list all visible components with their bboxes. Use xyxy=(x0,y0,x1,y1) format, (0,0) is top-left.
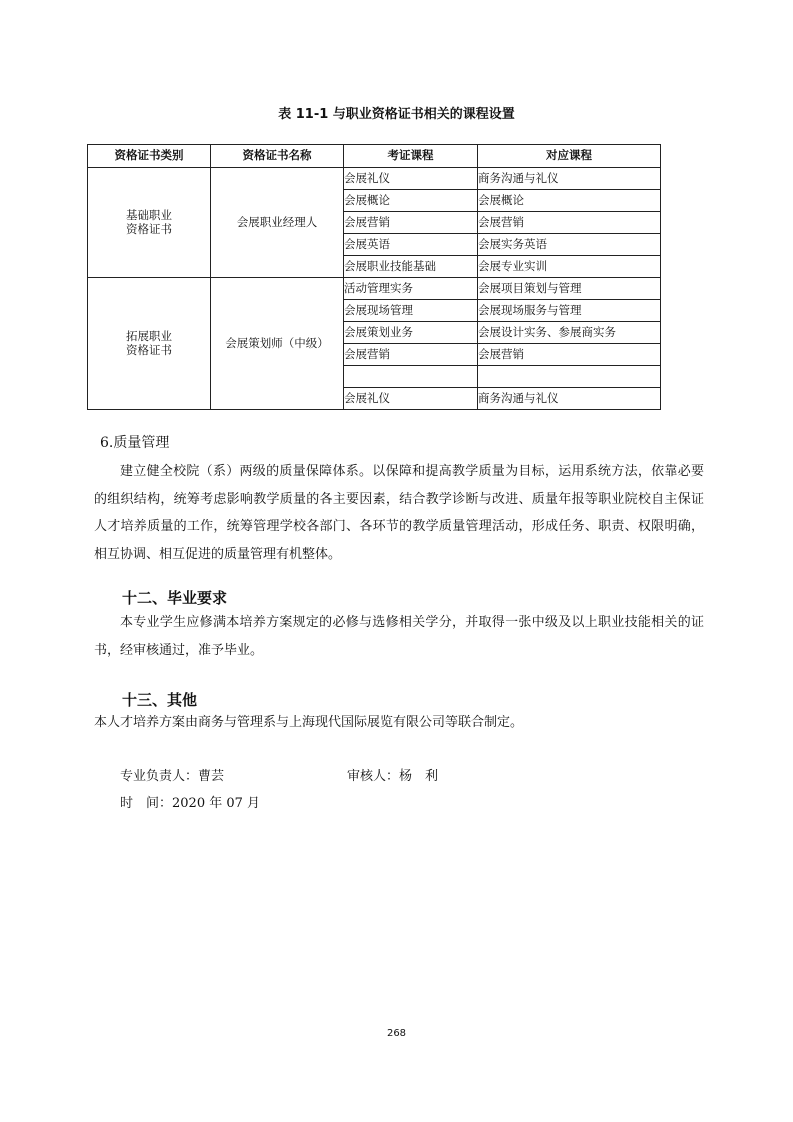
matching-course-cell: 商务沟通与礼仪 xyxy=(478,168,661,190)
exam-course-cell: 会展英语 xyxy=(344,234,478,256)
cert-name-cell xyxy=(211,168,344,278)
matching-course-cell: 会展营销 xyxy=(478,212,661,234)
matching-course-cell: 商务沟通与礼仪 xyxy=(478,388,661,410)
cert-category: 基础职业资格证书 xyxy=(126,207,172,236)
other-heading: 十三、其他 xyxy=(122,691,198,709)
table-caption: 表 11-1 与职业资格证书相关的课程设置 xyxy=(278,107,515,122)
matching-course-cell: 会展设计实务、参展商实务 xyxy=(478,322,661,344)
date-line: 时 间：2020 年 07 月 xyxy=(120,796,261,811)
matching-course-cell: 会展概论 xyxy=(478,190,661,212)
quality-paragraph: 建立健全校院（系）两级的质量保障体系。以保障和提高教学质量为目标，运用系统方法，依靠必要的组织结构，统筹考虑影响教学质量的各主要因素，结合教学诊断与改进、质量年报等职业院校自主保证人才培养质量的工作，统筹管理学校各部门、各环节的教学质量管理活动，形成任务、职责、权限明确，相互协调、相互促进的质量管理有机整体。 xyxy=(94,464,704,562)
matching-course-cell: 会展营销 xyxy=(478,344,661,366)
reviewer: 审核人：杨 利 xyxy=(347,769,439,784)
quality-heading: 6.质量管理 xyxy=(100,435,170,451)
header-cert-name: 资格证书名称 xyxy=(211,145,344,168)
cert-name: 会展策划师（中级） xyxy=(225,335,329,350)
cert-name: 会展职业经理人 xyxy=(236,214,318,229)
exam-course-cell: 会展礼仪 xyxy=(344,388,478,410)
exam-course-cell: 会展职业技能基础 xyxy=(344,256,478,278)
exam-course-cell xyxy=(344,366,478,388)
graduation-heading: 十二、毕业要求 xyxy=(122,589,228,607)
matching-course-cell: 会展实务英语 xyxy=(478,234,661,256)
exam-course-cell: 会展营销 xyxy=(344,344,478,366)
other-paragraph: 本人才培养方案由商务与管理系与上海现代国际展览有限公司等联合制定。 xyxy=(94,715,524,730)
responsible-person: 专业负责人：曹芸 xyxy=(120,769,225,784)
matching-course-cell: 会展现场服务与管理 xyxy=(478,300,661,322)
exam-course-cell: 会展策划业务 xyxy=(344,322,478,344)
page-number: 268 xyxy=(386,1028,407,1039)
cert-category-cell xyxy=(88,278,211,410)
matching-course-cell xyxy=(478,366,661,388)
exam-course-cell: 会展营销 xyxy=(344,212,478,234)
graduation-paragraph: 本专业学生应修满本培养方案规定的必修与选修相关学分，并取得一张中级及以上职业技能相关的证书，经审核通过，准予毕业。 xyxy=(94,615,704,658)
table-row xyxy=(88,168,661,190)
exam-course-cell: 会展现场管理 xyxy=(344,300,478,322)
cert-name-cell xyxy=(211,278,344,410)
matching-course-cell: 会展项目策划与管理 xyxy=(478,278,661,300)
table-header-row xyxy=(88,145,661,168)
exam-course-cell: 会展概论 xyxy=(344,190,478,212)
exam-course-cell: 会展礼仪 xyxy=(344,168,478,190)
exam-course-cell: 活动管理实务 xyxy=(344,278,478,300)
matching-course-cell: 会展专业实训 xyxy=(478,256,661,278)
header-cert-category: 资格证书类别 xyxy=(88,145,211,168)
table-row xyxy=(88,278,661,300)
certificate-course-table xyxy=(87,144,661,410)
header-exam-course: 考证课程 xyxy=(344,145,478,168)
cert-category: 拓展职业资格证书 xyxy=(126,328,172,357)
header-matching-course: 对应课程 xyxy=(478,145,661,168)
cert-category-cell xyxy=(88,168,211,278)
